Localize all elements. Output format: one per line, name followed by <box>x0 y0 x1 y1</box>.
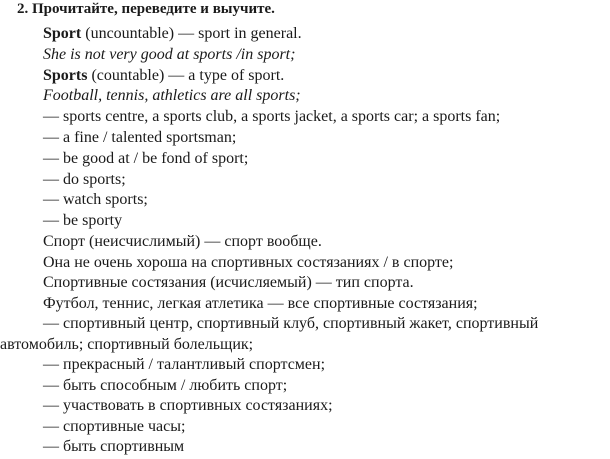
term-sports-definition: (countable) — a type of sport. <box>87 66 285 84</box>
russian-list-item: — спортивные часы; <box>43 417 186 435</box>
english-list-item: — a fine / talented sportsman; <box>43 128 237 146</box>
term-sport: Sport <box>43 25 82 42</box>
term-sport-definition: (uncountable) — sport in general. <box>81 25 302 42</box>
russian-list-item: — прекрасный / талантливый спортсмен; <box>43 356 326 373</box>
english-example-sport: She is not very good at sports /in sport; <box>43 45 296 63</box>
russian-line: Она не очень хороша на спортивных состязаниях / в спорте; <box>43 253 454 271</box>
russian-line: Спорт (неисчислимый) — спорт вообще. <box>43 233 322 250</box>
english-list-item: — sports centre, a sports club, a sports jacket, a sports car; a sports fan; <box>43 108 501 126</box>
term-sports: Sports <box>43 66 88 84</box>
english-list-item: — be good at / be fond of sport; <box>43 149 249 167</box>
russian-block <box>0 232 610 458</box>
russian-list-item: — участвовать в спортивных состязаниях; <box>43 397 333 414</box>
english-list-item: — be sporty <box>43 212 123 230</box>
russian-line: Спортивные состязания (исчисляемый) — тип спорта. <box>43 274 414 291</box>
exercise-heading: 2. Прочитайте, переведите и выучите. <box>17 1 275 17</box>
russian-list-item: — быть спортивным <box>43 438 185 455</box>
english-block <box>0 24 610 232</box>
english-line-sports-definition <box>0 66 610 87</box>
english-list-item: — watch sports; <box>43 191 148 209</box>
russian-line: Футбол, теннис, легкая атлетика — все спортивные состязания; <box>43 294 478 312</box>
russian-list-item: — быть способным / любить спорт; <box>43 376 288 394</box>
english-list-item: — do sports; <box>43 170 126 188</box>
russian-wrapped-list-item: — спортивный центр, спортивный клуб, спортивный жакет, спортивный автомобиль; спортивный болельщик; <box>0 315 539 353</box>
english-line-sport-definition <box>0 24 610 45</box>
english-example-sports: Football, tennis, athletics are all sports; <box>43 87 301 105</box>
